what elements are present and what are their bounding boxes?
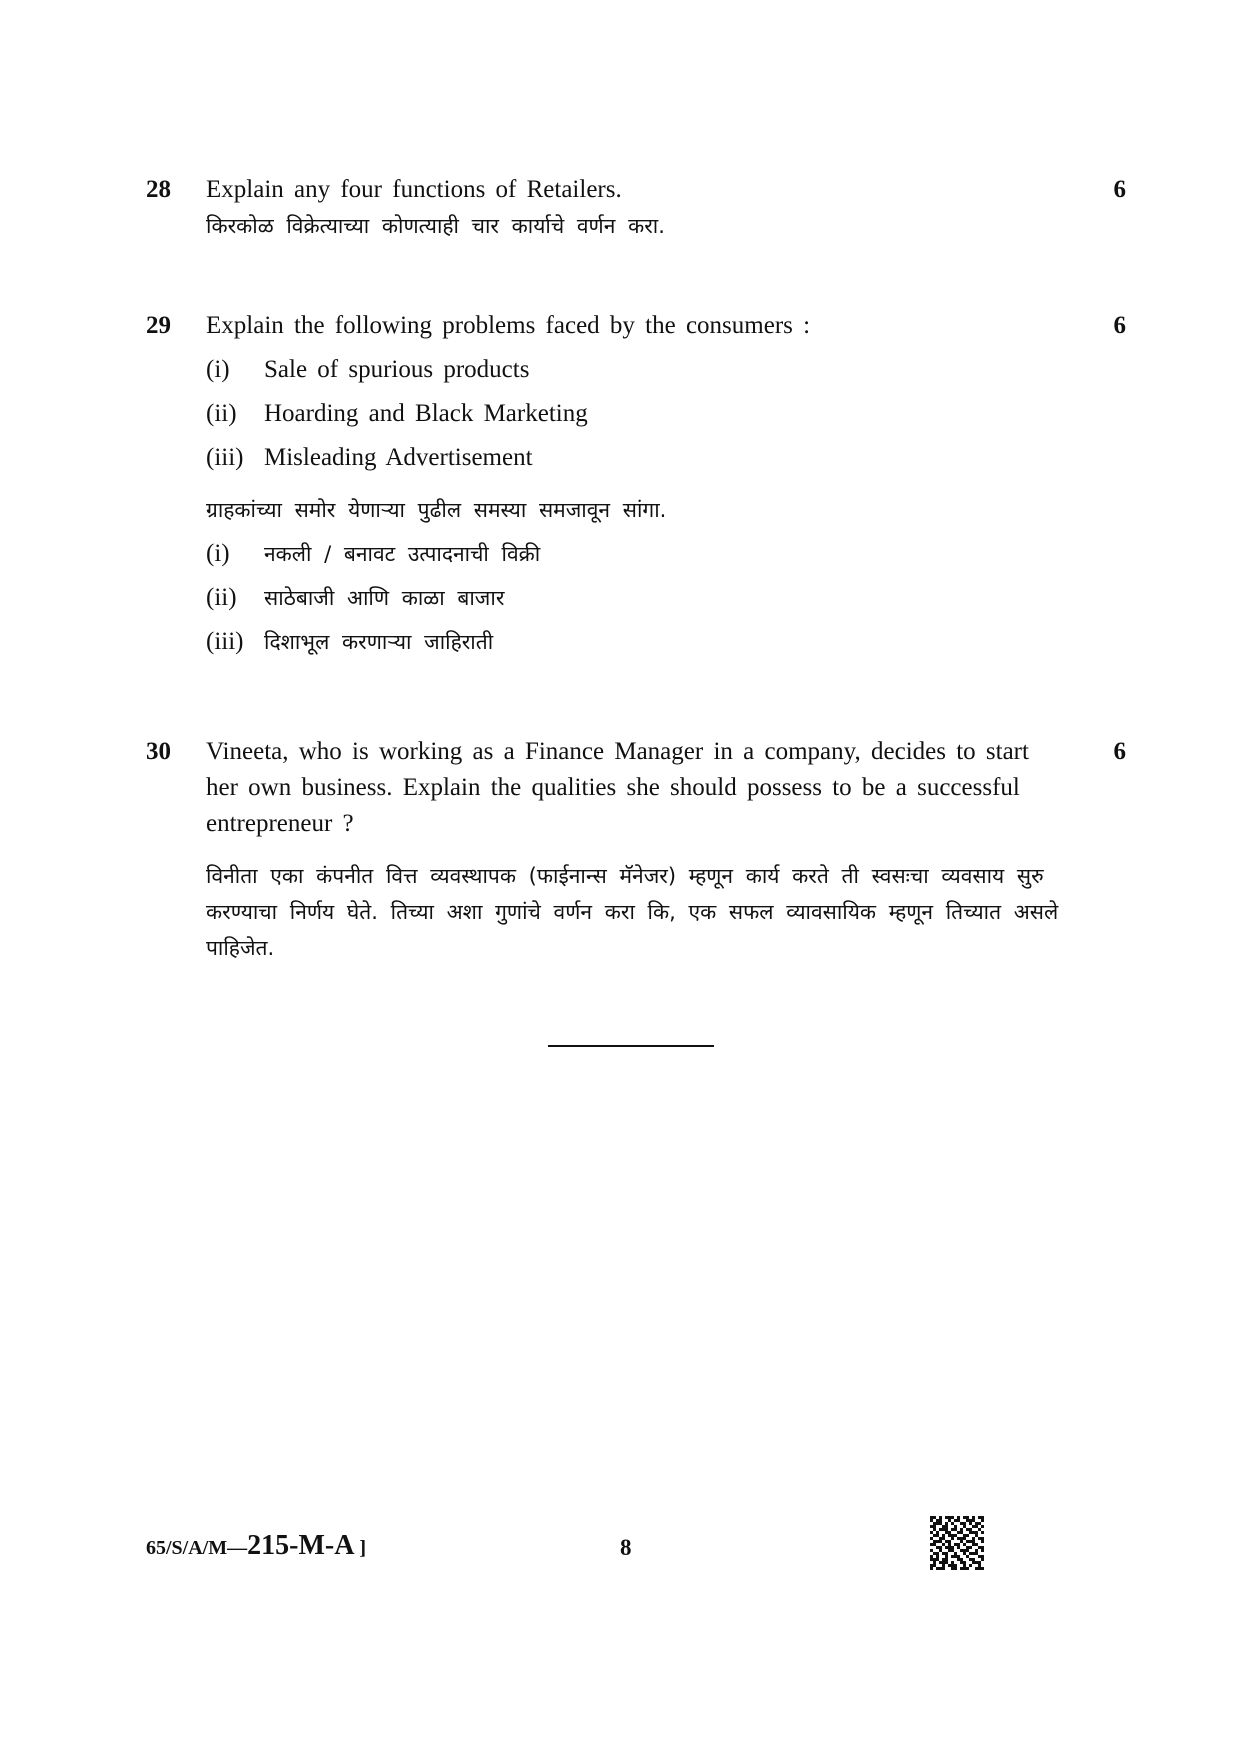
list-item xyxy=(206,352,1066,388)
question-marks: 6 xyxy=(1113,312,1126,339)
list-item xyxy=(206,536,1066,572)
question-text-english: Explain any four functions of Retailers. xyxy=(206,176,622,203)
item-label: (ii) xyxy=(206,400,237,427)
question-marks: 6 xyxy=(1113,738,1126,765)
item-text: Sale of spurious products xyxy=(264,356,530,383)
qr-code-icon xyxy=(930,1516,984,1570)
question-body xyxy=(206,734,1066,966)
paper-code-prefix: 65/S/A/M— xyxy=(146,1537,248,1559)
question-marks: 6 xyxy=(1113,176,1126,203)
question-text-marathi: विनीता एका कंपनीत वित्त व्यवस्थापक (फाईनान्स मॅनेजर) म्हणून कार्य करते ती स्वसःचा व्यवसाय सुरु करण्याचा निर्णय घेते. तिच्या अशा गुणांचे वर्णन करा कि, एक सफल व्यावसायिक म्हणून तिच्यात असले पाहिजेत. xyxy=(206,864,1059,960)
question-number: 28 xyxy=(146,176,171,203)
paper-code xyxy=(146,1528,366,1566)
question-text-marathi: ग्राहकांच्या समोर येणाऱ्या पुढील समस्या समजावून सांगा. xyxy=(206,498,667,522)
item-label: (ii) xyxy=(206,584,237,611)
list-item xyxy=(206,440,1066,476)
list-item xyxy=(206,624,1066,660)
end-of-paper-rule xyxy=(548,1045,714,1047)
question-body xyxy=(206,308,1066,668)
page-number: 8 xyxy=(620,1535,632,1560)
list-item xyxy=(206,580,1066,616)
paper-code-main: 215-M-A xyxy=(247,1530,355,1561)
item-label: (iii) xyxy=(206,628,244,655)
question-text-marathi: किरकोळ विक्रेत्याच्या कोणत्याही चार कार्याचे वर्णन करा. xyxy=(206,214,665,238)
sub-items-marathi xyxy=(206,536,1066,660)
question-text-english: Vineeta, who is working as a Finance Manager in a company, decides to start her own business. Explain the qualities she should possess to be a successful entrepreneur ? xyxy=(206,738,1029,837)
item-text: नकली / बनावट उत्पादनाची विक्री xyxy=(264,542,541,566)
item-text: Hoarding and Black Marketing xyxy=(264,400,588,427)
item-text: साठेबाजी आणि काळा बाजार xyxy=(264,586,505,610)
list-item xyxy=(206,396,1066,432)
item-label: (i) xyxy=(206,540,230,567)
item-label: (iii) xyxy=(206,444,244,471)
paper-code-suffix: ] xyxy=(354,1537,367,1559)
item-text: Misleading Advertisement xyxy=(264,444,533,471)
question-text-english: Explain the following problems faced by the consumers : xyxy=(206,312,811,339)
sub-items-english xyxy=(206,352,1066,476)
item-label: (i) xyxy=(206,356,230,383)
question-body xyxy=(206,172,1066,244)
item-text: दिशाभूल करणाऱ्या जाहिराती xyxy=(264,630,494,654)
question-number: 29 xyxy=(146,312,171,339)
question-number: 30 xyxy=(146,738,171,765)
